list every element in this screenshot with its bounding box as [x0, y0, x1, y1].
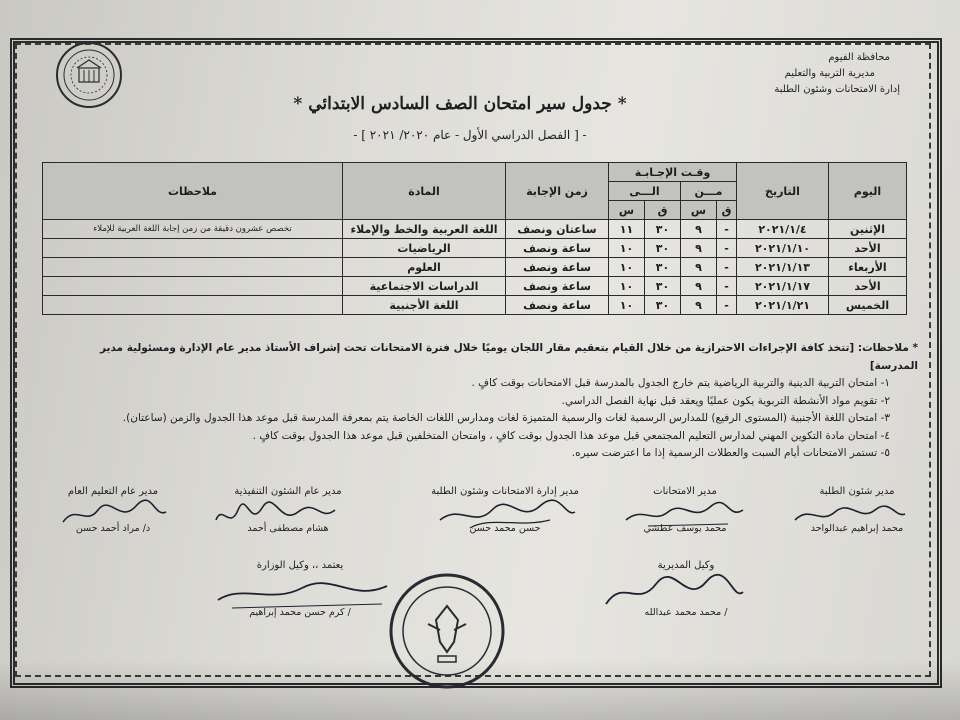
- cell-subject: اللغة الأجنبية: [343, 296, 506, 315]
- governorate-name: محافظة الفيوم: [828, 52, 890, 63]
- cell-to-hours: ١٠: [609, 258, 645, 277]
- cell-from-hours: ٩: [681, 258, 717, 277]
- header-duration: زمن الإجابة: [506, 163, 609, 220]
- cell-day: الأحد: [829, 277, 907, 296]
- cell-day: الأحد: [829, 239, 907, 258]
- header-from: مـــن: [681, 182, 737, 201]
- header-to: الـــى: [609, 182, 681, 201]
- cell-to-minutes: ٣٠: [645, 296, 681, 315]
- cell-from-hours: ٩: [681, 296, 717, 315]
- page-subtitle: - [ الفصل الدراسي الأول - عام ٢٠٢٠/ ٢٠٢١ ] -: [353, 128, 587, 142]
- cell-to-minutes: ٣٠: [645, 277, 681, 296]
- handwritten-signature-icon: [430, 498, 580, 532]
- exam-schedule-table: [42, 162, 907, 315]
- cell-note: [43, 239, 343, 258]
- table-row: [43, 258, 907, 277]
- cell-date: ٢٠٢١/١/١٣: [737, 258, 829, 277]
- note-item: ٢- تقويم مواد الأنشطة التربوية يكون عمليًا ويعقد قبل نهاية الفصل الدراسي.: [561, 394, 890, 407]
- cell-date: ٢٠٢١/١/١٠: [737, 239, 829, 258]
- note-item: ١- امتحان التربية الدينية والتربية الرياضية يتم خارج الجدول بالمدرسة قبل الامتحانات بوقت كافٍ .: [471, 377, 890, 389]
- cell-from-minutes: -: [717, 258, 737, 277]
- signature-directorate-deputy: وكيل المديرية / محمد محمد عبدالله: [644, 560, 728, 618]
- department-name: إدارة الامتحانات وشئون الطلبة: [774, 84, 900, 95]
- notes-section: [58, 340, 918, 463]
- handwritten-signature-icon: [210, 500, 340, 532]
- cell-to-minutes: ٣٠: [645, 239, 681, 258]
- signature-exams-director: مدير الامتحانات محمد يوسف عطشي: [643, 486, 727, 534]
- cell-to-minutes: ٣٠: [645, 258, 681, 277]
- header-to-minutes: ق: [645, 201, 681, 220]
- signature-ministry-deputy: يعتمد ،، وكيل الوزارة / كرم حسن محمد إبراهيم: [249, 560, 351, 618]
- cell-subject: اللغة العربية والخط والإملاء: [343, 220, 506, 239]
- cell-note: [43, 296, 343, 315]
- cell-from-minutes: -: [717, 220, 737, 239]
- cell-to-hours: ١٠: [609, 277, 645, 296]
- cell-from-hours: ٩: [681, 239, 717, 258]
- handwritten-signature-icon: [598, 574, 748, 614]
- handwritten-signature-icon: [212, 574, 392, 614]
- handwritten-signature-icon: [790, 500, 910, 530]
- page-shadow: [0, 660, 960, 720]
- cell-day: الخميس: [829, 296, 907, 315]
- signature-general-education: مدير عام التعليم العام د/ مراد أحمد حسن: [67, 486, 159, 534]
- header-answer-time: وقـت الإجـابـة: [609, 163, 737, 182]
- directorate-name: مديرية التربية والتعليم: [784, 68, 875, 79]
- cell-subject: الرياضيات: [343, 239, 506, 258]
- cell-duration: ساعة ونصف: [506, 277, 609, 296]
- cell-from-minutes: -: [717, 277, 737, 296]
- directorate-logo-icon: [54, 40, 124, 110]
- header-to-hours: س: [609, 201, 645, 220]
- note-item: ٤- امتحان مادة التكوين المهني لمدارس التعليم المجتمعي قبل موعد هذا الجدول بوقت كافٍ ، وامتحان المتخلفين قبل موعد هذا الجدول بوقت كافٍ .: [252, 429, 890, 442]
- signature-student-affairs: مدير شئون الطلبة محمد إبراهيم عبدالواحد: [810, 486, 904, 534]
- handwritten-signature-icon: [58, 498, 168, 532]
- header-day: اليوم: [829, 163, 907, 220]
- cell-duration: ساعة ونصف: [506, 258, 609, 277]
- cell-date: ٢٠٢١/١/٢١: [737, 296, 829, 315]
- table-row: [43, 296, 907, 315]
- cell-from-hours: ٩: [681, 220, 717, 239]
- table-row: [43, 277, 907, 296]
- signature-executive-affairs: مدير عام الشئون التنفيذية هشام مصطفى أحمد: [234, 486, 342, 534]
- header-from-minutes: ق: [717, 201, 737, 220]
- handwritten-signature-icon: [618, 498, 748, 530]
- cell-to-minutes: ٣٠: [645, 220, 681, 239]
- cell-to-hours: ١١: [609, 220, 645, 239]
- cell-day: الأربعاء: [829, 258, 907, 277]
- cell-date: ٢٠٢١/١/١٧: [737, 277, 829, 296]
- cell-duration: ساعة ونصف: [506, 296, 609, 315]
- cell-duration: ساعة ونصف: [506, 239, 609, 258]
- cell-duration: ساعتان ونصف: [506, 220, 609, 239]
- cell-note: [43, 277, 343, 296]
- page-title: * جدول سير امتحان الصف السادس الابتدائي *: [293, 94, 627, 114]
- cell-subject: العلوم: [343, 258, 506, 277]
- cell-from-hours: ٩: [681, 277, 717, 296]
- cell-day: الإثنين: [829, 220, 907, 239]
- header-notes: ملاحظات: [43, 163, 343, 220]
- cell-to-hours: ١٠: [609, 296, 645, 315]
- header-from-hours: س: [681, 201, 717, 220]
- note-item: ٥- تستمر الامتحانات أيام السبت والعطلات الرسمية إذا ما اعترضت سيره.: [571, 447, 890, 459]
- cell-date: ٢٠٢١/١/٤: [737, 220, 829, 239]
- table-row: [43, 239, 907, 258]
- header-subject: المادة: [343, 163, 506, 220]
- notes-heading: * ملاحظات: [تتخذ كافة الإجراءات الاحترازية من خلال القيام بتعقيم مقار اللجان يوميًا خلال فترة الامتحانات تحت إشراف الأستاذ مدير عام الإدارة ومسئولية مدير المدرسة]: [100, 342, 918, 372]
- document-header: [700, 50, 900, 98]
- cell-note: تخصص عشرون دقيقة من زمن إجابة اللغة العربية للإملاء: [43, 220, 343, 239]
- signature-exams-department: مدير إدارة الامتحانات وشئون الطلبة حسن محمد حسن: [431, 486, 579, 534]
- header-date: التاريخ: [737, 163, 829, 220]
- table-row: [43, 220, 907, 239]
- cell-subject: الدراسات الاجتماعية: [343, 277, 506, 296]
- cell-from-minutes: -: [717, 239, 737, 258]
- cell-note: [43, 258, 343, 277]
- cell-to-hours: ١٠: [609, 239, 645, 258]
- cell-from-minutes: -: [717, 296, 737, 315]
- note-item: ٣- امتحان اللغة الأجنبية (المستوى الرفيع) للمدارس الرسمية لغات والرسمية المتميزة لغات ومدارس اللغات الخاصة يتم بمعرفة المدرسة قبل موعد هذا الجدول والزمن (ساعتان).: [122, 412, 890, 424]
